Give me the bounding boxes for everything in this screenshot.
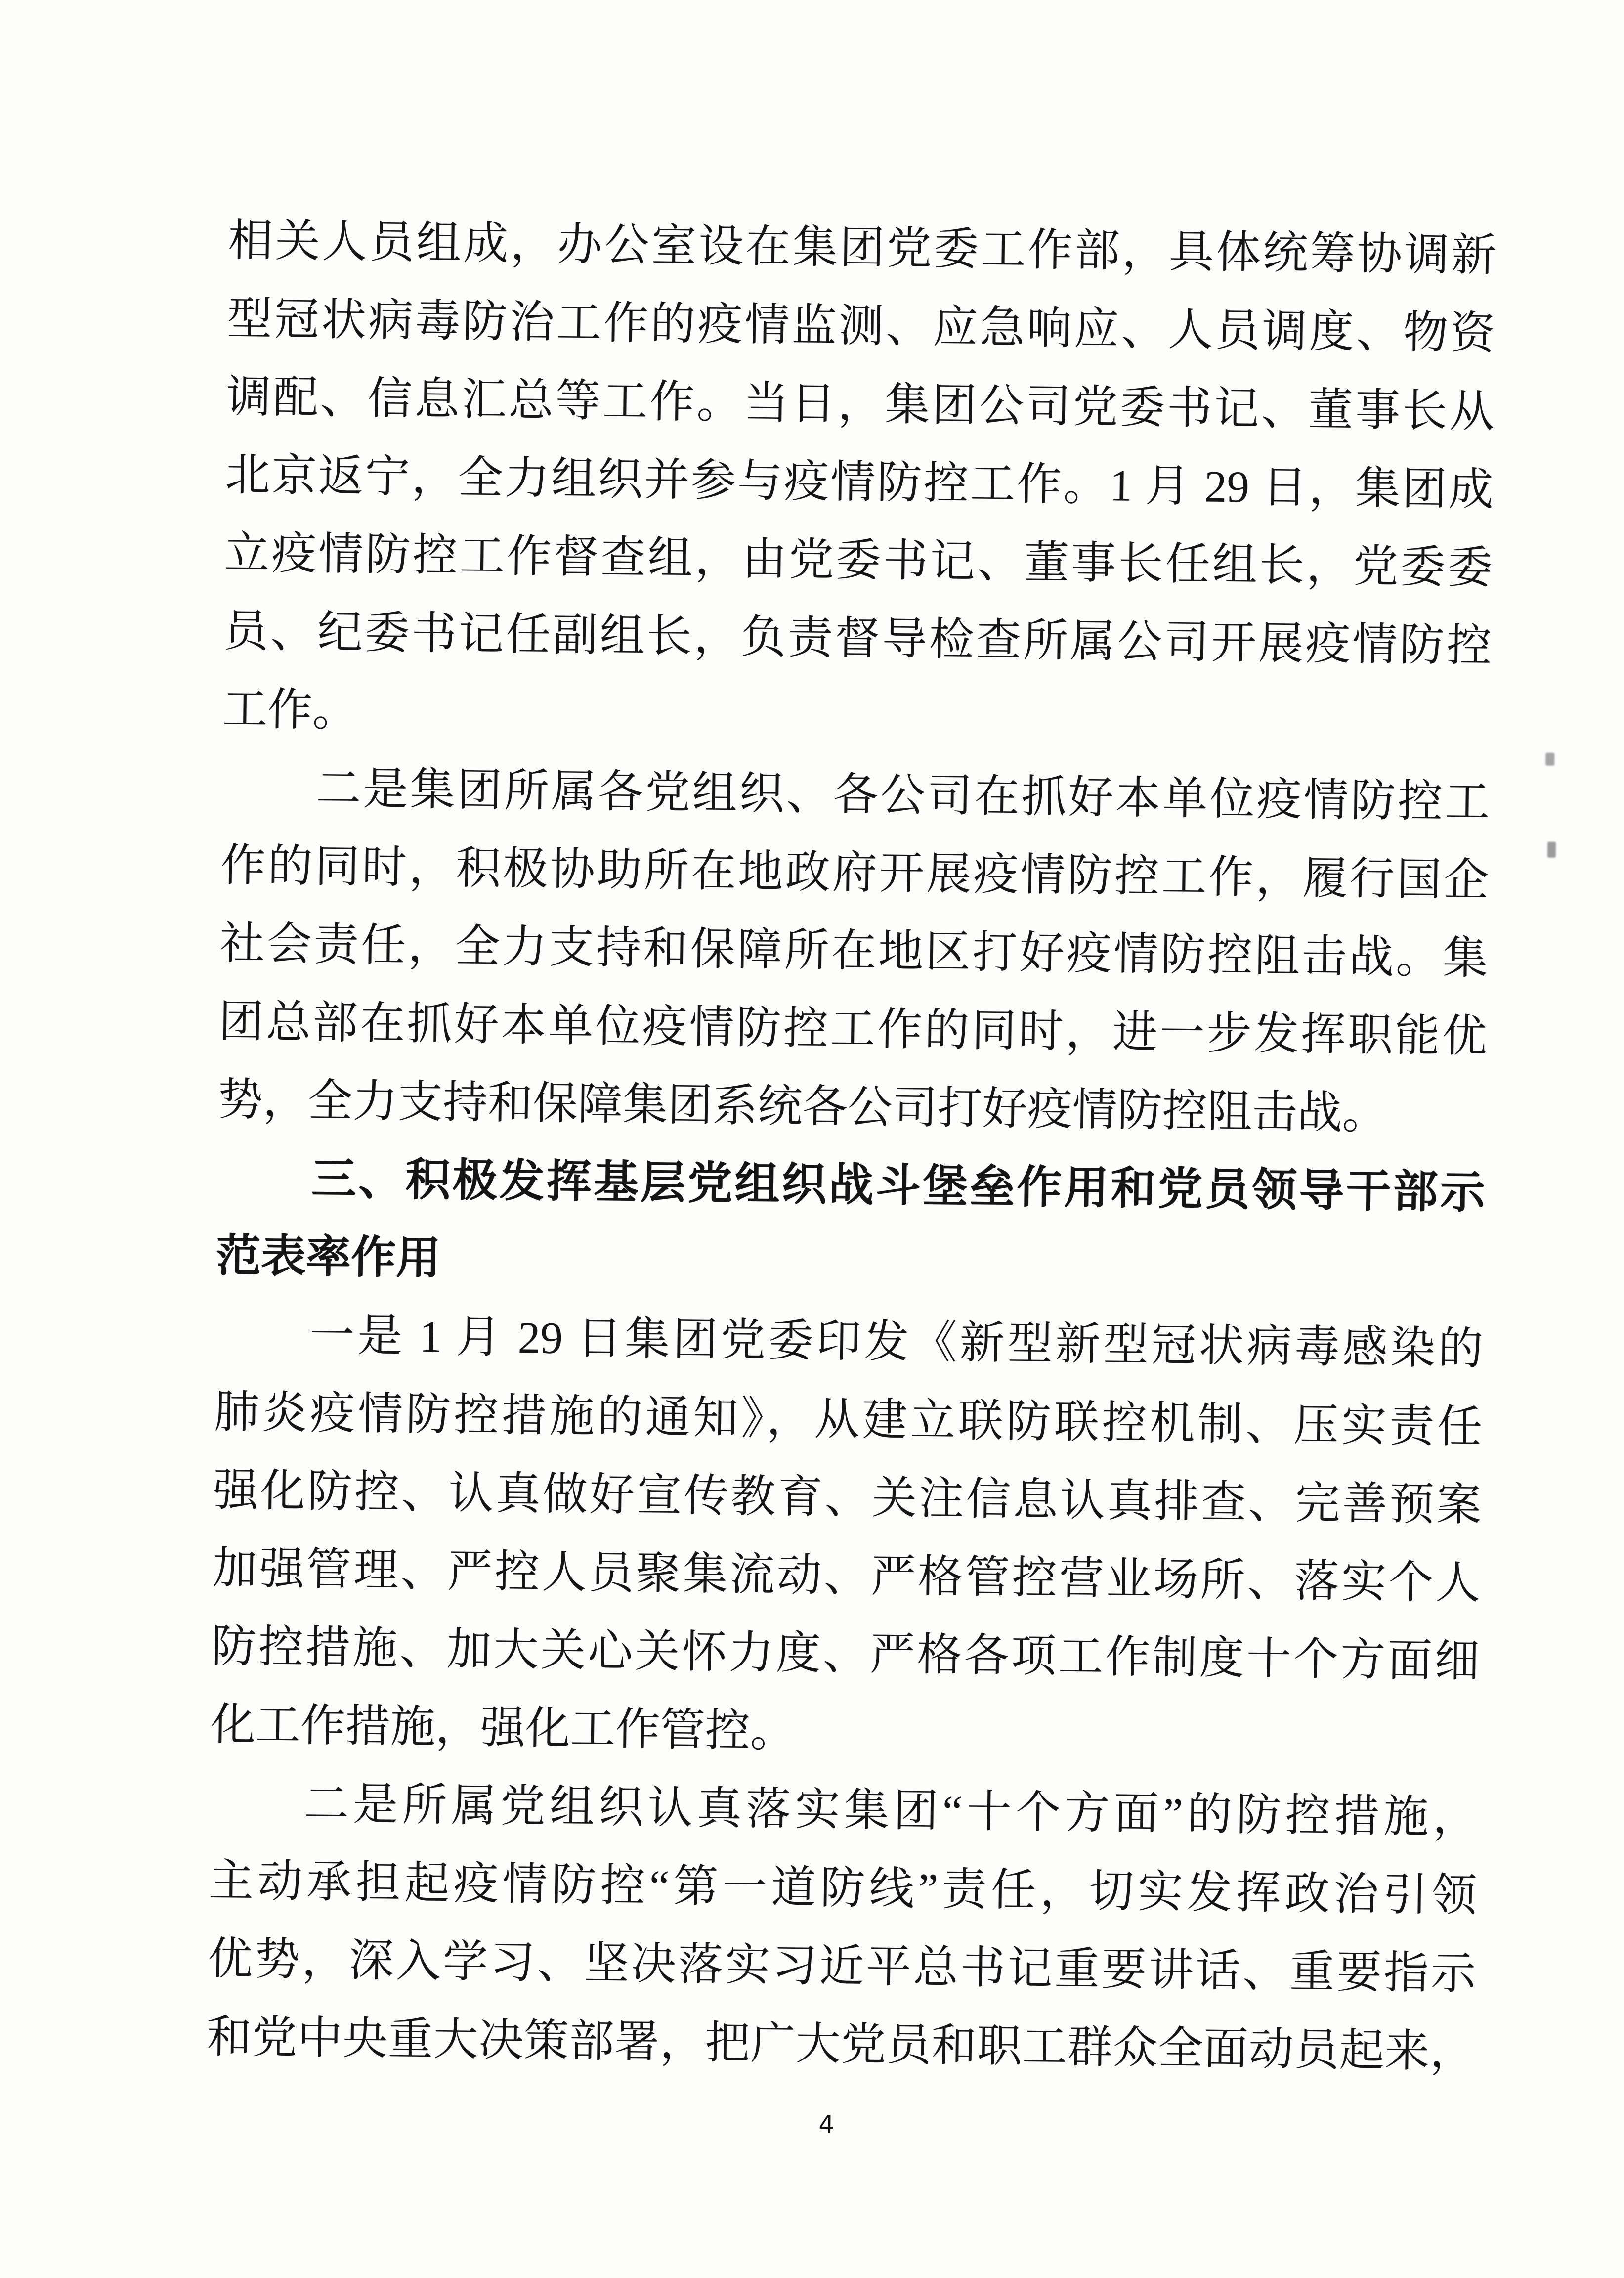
heading-line: 三、积极发挥基层党组织战斗堡垒作用和党员领导干部示 — [311, 1154, 1486, 1218]
text-line: 化工作措施，强化工作管控。 — [210, 1699, 796, 1756]
scan-smudge — [1547, 842, 1556, 858]
text-line: 工作。 — [222, 684, 358, 736]
text-block — [206, 202, 1496, 2091]
text-line: 型冠状病毒防治工作的疫情监测、应急响应、人员调度、物资 — [227, 293, 1496, 359]
text-line: 和党中央重大决策部署，把广大党员和职工群众全面动员起来， — [206, 2012, 1475, 2077]
text-line: 立疫情防控工作督查组，由党委书记、董事长任组长，党委委 — [224, 527, 1493, 593]
text-line: 团总部在抓好本单位疫情防控工作的同时，进一步发挥职能优 — [218, 996, 1488, 1062]
text-line: 势，全力支持和保障集团系统各公司打好疫情防控阻击战。 — [217, 1074, 1388, 1139]
text-line: 肺炎疫情防控措施的通知》，从建立联防联控机制、压实责任 — [214, 1387, 1483, 1452]
text-line: 防控措施、加大关心关怀力度、严格各项工作制度十个方面细 — [211, 1621, 1480, 1687]
text-line: 一是 1 月 29 日集团党委印发《新型新型冠状病毒感染的 — [309, 1310, 1484, 1374]
text-line: 相关人员组成，办公室设在集团党委工作部，具体统筹协调新 — [227, 216, 1496, 281]
heading-line: 范表率作用 — [215, 1230, 441, 1284]
text-line: 社会责任，全力支持和保障所在地区打好疫情防控阻击战。集 — [219, 918, 1489, 984]
text-line: 员、纪委书记任副组长，负责督导检查所属公司开展疫情防控 — [223, 606, 1492, 671]
text-line: 作的同时，积极协助所在地政府开展疫情防控工作，履行国企 — [220, 840, 1489, 906]
text-line: 主动承担起疫情防控“第一道防线”责任，切实发挥政治引领 — [208, 1855, 1477, 1921]
scan-smudge — [1545, 753, 1554, 766]
text-line: 强化防控、认真做好宣传教育、关注信息认真排查、完善预案 — [213, 1465, 1482, 1531]
text-line: 二是所属党组织认真落实集团“十个方面”的防控措施， — [303, 1779, 1478, 1843]
text-line: 加强管理、严控人员聚集流动、严格管控营业场所、落实个人 — [212, 1543, 1481, 1609]
text-line: 调配、信息汇总等工作。当日，集团公司党委书记、董事长从 — [226, 371, 1495, 437]
page-number: 4 — [818, 2110, 835, 2139]
text-line: 优势，深入学习、坚决落实习近平总书记重要讲话、重要指示 — [207, 1933, 1476, 1999]
text-line: 北京返宁，全力组织并参与疫情防控工作。1 月 29 日，集团成 — [225, 449, 1494, 515]
text-line: 二是集团所属各党组织、各公司在抓好本单位疫情防控工 — [315, 763, 1490, 828]
